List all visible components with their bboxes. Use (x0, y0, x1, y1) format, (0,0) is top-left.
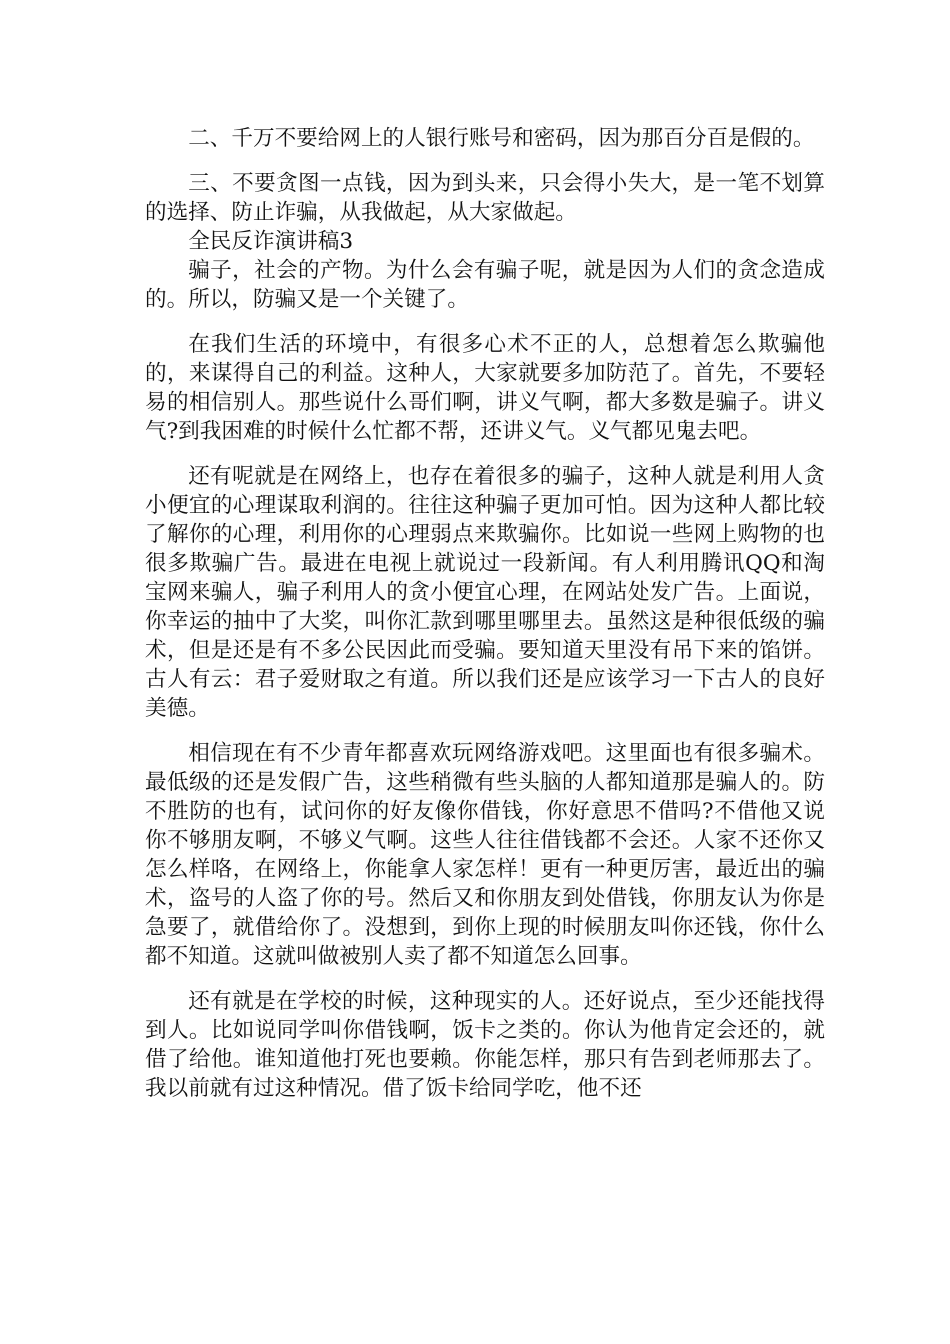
section-heading: 全民反诈演讲稿3 (188, 229, 354, 254)
paragraph-4: 在我们生活的环境中，有很多心术不正的人，总想着怎么欺骗他的，来谋得自己的利益。这种人，大家就要多加防范了。首先，不要轻易的相信别人。那些说什么哥们啊，讲义气啊，都大多数是骗子。讲义气?到我困难的时候什么忙都不帮，还讲义气。义气都见鬼去吧。 (145, 332, 825, 444)
paragraph-7: 还有就是在学校的时候，这种现实的人。还好说点，至少还能找得到人。比如说同学叫你借钱啊，饭卡之类的。你认为他肯定会还的，就借了给他。谁知道他打死也要赖。你能怎样，那只有告到老师那去了。我以前就有过这种情况。借了饭卡给同学吃，他不还 (145, 989, 825, 1101)
paragraph-1: 二、千万不要给网上的人银行账号和密码，因为那百分百是假的。 (188, 126, 815, 151)
document-body (145, 124, 825, 1103)
paragraph-5: 还有呢就是在网络上，也存在着很多的骗子，这种人就是利用人贪小便宜的心理谋取利润的。往往这种骗子更加可怕。因为这种人都比较了解你的心理，利用你的心理弱点来欺骗你。比如说一些网上购物的也很多欺骗广告。最进在电视上就说过一段新闻。有人利用腾讯QQ和淘宝网来骗人，骗子利用人的贪小便宜心理，在网站处发广告。上面说，你幸运的抽中了大奖，叫你汇款到哪里哪里去。虽然这是种很低级的骗术，但是还是有不多公民因此而受骗。要知道天里没有吊下来的馅饼。古人有云：君子爱财取之有道。所以我们还是应该学习一下古人的良好美德。 (145, 464, 825, 721)
paragraph-3: 骗子，社会的产物。为什么会有骗子呢，就是因为人们的贪念造成的。所以，防骗又是一个关键了。 (145, 258, 825, 312)
paragraph-2: 三、不要贪图一点钱，因为到头来，只会得小失大，是一笔不划算的选择、防止诈骗，从我做起，从大家做起。 (145, 171, 825, 225)
paragraph-6: 相信现在有不少青年都喜欢玩网络游戏吧。这里面也有很多骗术。最低级的还是发假广告，这些稍微有些头脑的人都知道那是骗人的。防不胜防的也有，试问你的好友像你借钱，你好意思不借吗?不借他又说你不够朋友啊，不够义气啊。这些人往往借钱都不会还。人家不还你又怎么样咯，在网络上，你能拿人家怎样！更有一种更厉害，最近出的骗术，盗号的人盗了你的号。然后又和你朋友到处借钱，你朋友认为你是急要了，就借给你了。没想到，到你上现的时候朋友叫你还钱，你什么都不知道。这就叫做被别人卖了都不知道怎么回事。 (145, 741, 825, 969)
